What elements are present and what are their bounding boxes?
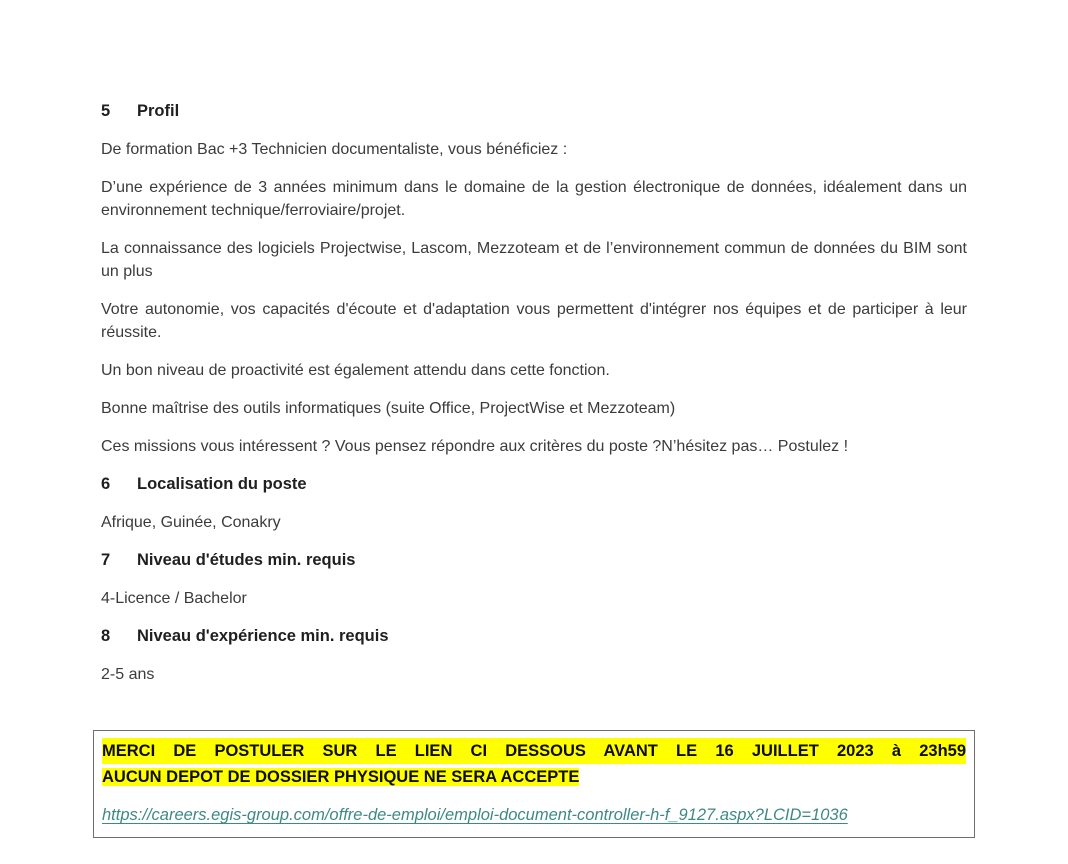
notice-box [93,730,975,838]
paragraph-formation: De formation Bac +3 Technicien documentaliste, vous bénéficiez : [101,141,568,158]
heading-number: 6 [101,475,111,493]
paragraph-logiciels: La connaissance des logiciels Projectwise, Lascom, Mezzoteam et de l’environnement commun de données du BIM sont un plus [101,240,967,280]
heading-number: 8 [101,627,111,645]
paragraph-missions-postulez: Ces missions vous intéressent ? Vous pensez répondre aux critères du poste ?N’hésitez pas… Postulez ! [101,438,849,455]
paragraph-niveau-etudes: 4-Licence / Bachelor [101,590,247,607]
notice-link-row [102,803,966,827]
paragraph-niveau-experience: 2-5 ans [101,666,155,683]
notice-highlight-line2 [102,764,966,790]
heading-text: Niveau d'expérience min. requis [137,627,389,645]
job-application-link[interactable]: https://careers.egis-group.com/offre-de-emploi/emploi-document-controller-h-f_9127.aspx?LCID=1036 [102,806,848,824]
paragraph-maitrise-outils: Bonne maîtrise des outils informatiques (suite Office, ProjectWise et Mezzoteam) [101,400,676,417]
notice-highlight-line1: MERCI DE POSTULER SUR LE LIEN CI DESSOUS AVANT LE 16 JUILLET 2023 à 23h59 [102,738,966,764]
section-heading-niveau-etudes [101,549,967,572]
section-heading-profil [101,100,967,123]
heading-text: Niveau d'études min. requis [137,551,356,569]
paragraph-localisation: Afrique, Guinée, Conakry [101,514,281,531]
heading-text: Profil [137,102,180,120]
section-heading-localisation [101,473,967,496]
heading-number: 5 [101,102,111,120]
notice-highlight-line2-text: AUCUN DEPOT DE DOSSIER PHYSIQUE NE SERA ACCEPTE [102,768,580,786]
heading-text: Localisation du poste [137,475,307,493]
paragraph-experience: D’une expérience de 3 années minimum dans le domaine de la gestion électronique de données, idéalement dans un environnement technique/ferroviaire/projet. [101,179,967,219]
heading-number: 7 [101,551,111,569]
paragraph-proactivite: Un bon niveau de proactivité est également attendu dans cette fonction. [101,362,610,379]
section-heading-niveau-experience [101,625,967,648]
paragraph-autonomie: Votre autonomie, vos capacités d'écoute et d'adaptation vous permettent d'intégrer nos équipes et de participer à leur réussite. [101,301,967,341]
